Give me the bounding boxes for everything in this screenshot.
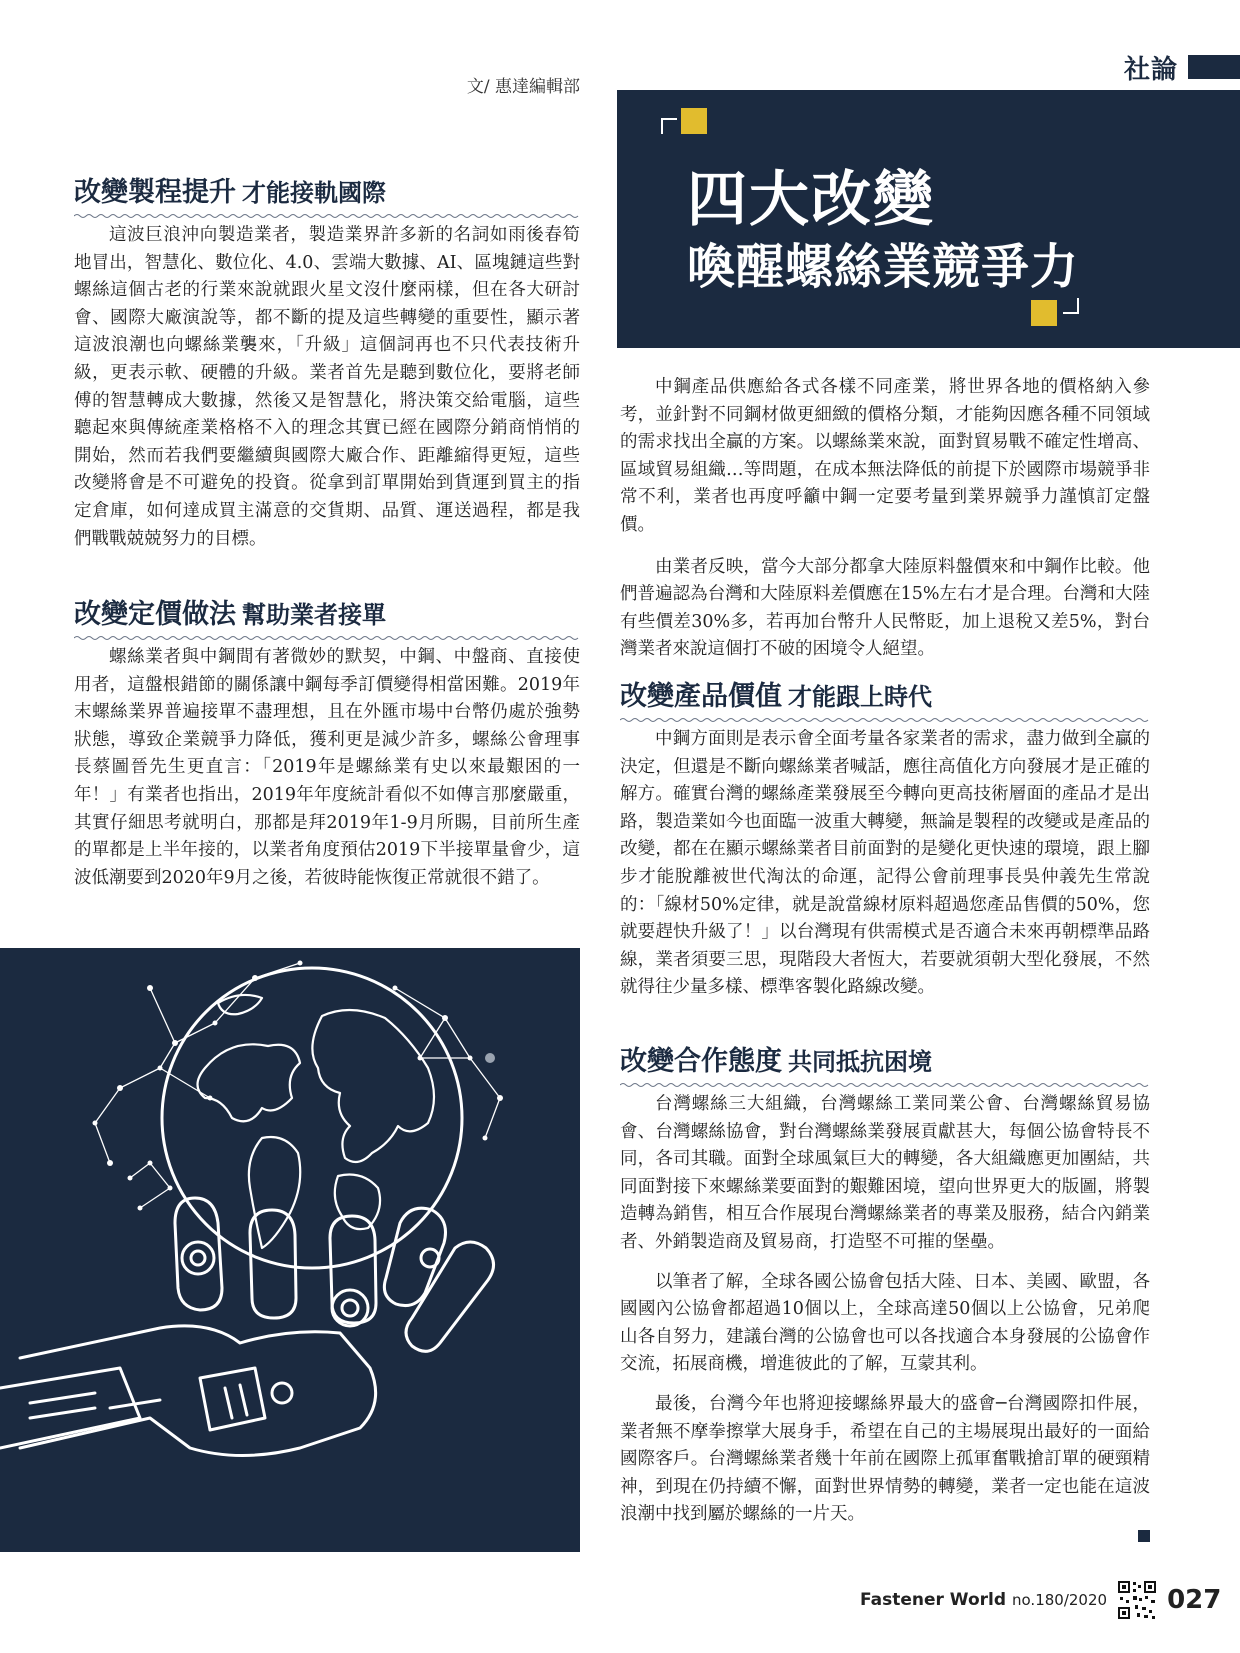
section-body-pricing [74,644,580,892]
section-heading-pricing [74,595,386,635]
heading-underline [620,1082,1150,1088]
robot-hand-globe-illustration [0,948,580,1552]
section-body-product [620,726,1150,1002]
section-heading-product [620,677,932,717]
magazine-name: Fastener World [860,1590,1007,1610]
issue-number: no.180/2020 [1012,1591,1108,1609]
section-heading-process [74,173,386,213]
title-line-2: 喚醒螺絲業競爭力 [687,239,1080,295]
heading-sub: 才能接軌國際 [242,178,386,207]
paragraph: 中鋼產品供應給各式各樣不同產業，將世界各地的價格納入參考，並針對不同鋼材做更細緻的價格分類，才能夠因應各種不同領域的需求找出全贏的方案。以螺絲業來說，面對貿易戰不確定性增高、區域貿易組織…等問題，在成本無法降低的前提下於國際市場競爭非常不利，業者也再度呼籲中鋼一定要考量到業界競爭力謹慎訂定盤價。 [620,377,1150,535]
heading-main: 改變定價做法 [74,599,236,630]
paragraph: 螺絲業者與中鋼間有著微妙的默契，中鋼、中盤商、直接使用者，這盤根錯節的關係讓中鋼每季訂價變得相當困難。2019年末螺絲業界普遍接單不盡理想，且在外匯市場中台幣仍處於強勢狀態，導致企業競爭力降低，獲利更是減少許多，螺絲公會理事長蔡圖晉先生更直言：「2019年是螺絲業有史以來最艱困的一年！」有業者也指出，2019年年度統計看似不如傳言那麼嚴重，其實仔細思考就明白，那都是拜2019年1-9月所賜，目前所生產的單都是上半年接的，以業者角度預估2019下半接單量會少，這波低潮要到2020年9月之後，若彼時能恢復正常就很不錯了。 [74,647,580,888]
close-bracket-icon [1063,298,1079,314]
heading-main: 改變合作態度 [620,1046,782,1077]
qr-code-icon [1117,1580,1157,1620]
paragraph: 由業者反映，當今大部分都拿大陸原料盤價來和中鋼作比較。他們普遍認為台灣和大陸原料差價應在15%左右才是合理。台灣和大陸有些價差30%多，若再加台幣升人民幣貶，加上退稅又差5%，對台灣業者來說這個打不破的困境令人絕望。 [620,556,1150,660]
author-credit: 文/ 惠達編輯部 [466,77,580,97]
paragraph: 台灣螺絲三大組織，台灣螺絲工業同業公會、台灣螺絲貿易協會、台灣螺絲協會，對台灣螺絲業發展貢獻甚大，每個公協會特長不同，各司其職。面對全球風氣巨大的轉變，各大組織應更加團結，共同面對接下來螺絲業要面對的艱難困境，望向世界更大的版圖，將製造轉為銷售，相互合作展現台灣螺絲業者的專業及服務，結合內銷業者、外銷製造商及貿易商，打造堅不可摧的堡壘。 [620,1094,1150,1252]
paragraph: 最後，台灣今年也將迎接螺絲界最大的盛會─台灣國際扣件展，業者無不摩拳擦掌大展身手，希望在自己的主場展現出最好的一面給國際客戶。台灣螺絲業者幾十年前在國際上孤軍奮戰搶訂單的硬頸精神，到現在仍持續不懈，面對世界情勢的轉變，業者一定也能在這波浪潮中找到屬於螺絲的一片天。 [620,1393,1150,1525]
section-heading-cooperation [620,1042,932,1082]
heading-sub: 才能跟上時代 [788,682,932,711]
title-line-1: 四大改變 [687,165,935,235]
heading-underline [74,213,580,219]
page-number: 027 [1167,1585,1222,1615]
title-box [617,90,1240,348]
heading-sub: 幫助業者接單 [242,600,386,629]
heading-underline [74,635,580,641]
section-body-process [74,222,580,553]
section-body-cooperation [620,1091,1150,1529]
open-bracket-icon [661,118,677,134]
heading-main: 改變製程提升 [74,177,236,208]
heading-sub: 共同抵抗困境 [788,1047,932,1076]
heading-underline [620,717,1150,723]
accent-square-bottom [1031,300,1057,326]
right-intro [620,374,1150,664]
section-bar [1188,55,1240,79]
paragraph: 這波巨浪沖向製造業者，製造業界許多新的名詞如雨後春筍地冒出，智慧化、數位化、4.0、雲端大數據、AI、區塊鏈這些對螺絲這個古老的行業來說就跟火星文沒什麼兩樣，但在各大研討會、國際大廠演說等，都不斷的提及這些轉變的重要性，顯示著這波浪潮也向螺絲業襲來，「升級」這個詞再也不只代表技術升級，更表示軟、硬體的升級。業者首先是聽到數位化，要將老師傅的智慧轉成大數據，然後又是智慧化，將決策交給電腦，這些聽起來與傳統產業格格不入的理念其實已經在國際分銷商悄悄的開始，然而若我們要繼續與國際大廠合作、距離縮得更短，這些改變將會是不可避免的投資。從拿到訂單開始到貨運到買主的指定倉庫，如何達成買主滿意的交貨期、品質、運送過程，都是我們戰戰兢兢努力的目標。 [74,225,580,549]
accent-square-top [681,108,707,134]
robot-hand-holding-globe-icon [0,948,580,1552]
section-tag [1124,50,1240,84]
heading-main: 改變產品價值 [620,681,782,712]
end-mark [1138,1530,1150,1542]
page-footer [860,1580,1221,1620]
paragraph: 中鋼方面則是表示會全面考量各家業者的需求，盡力做到全贏的決定，但還是不斷向螺絲業者喊話，應往高值化方向發展才是正確的解方。確實台灣的螺絲產業發展至今轉向更高技術層面的產品才是出路，製造業如今也面臨一波重大轉變，無論是製程的改變或是產品的改變，都在在顯示螺絲業者目前面對的是變化更快速的環境，跟上腳步才能脫離被世代淘汰的命運，記得公會前理事長吳仲義先生常說的：「線材50%定律，就是說當線材原料超過您產品售價的50%，您就要趕快升級了！」以台灣現有供需模式是否適合未來再朝標準品路線，業者須要三思，現階段大者恆大，若要就須朝大型化發展，不然就得往少量多樣、標準客製化路線改變。 [620,729,1150,998]
paragraph: 以筆者了解，全球各國公協會包括大陸、日本、美國、歐盟，各國國內公協會都超過10個以上，全球高達50個以上公協會，兄弟爬山各自努力，建議台灣的公協會也可以各找適合本身發展的公協會作交流，拓展商機，增進彼此的了解，互蒙其利。 [620,1271,1150,1375]
section-label: 社論 [1123,54,1178,85]
